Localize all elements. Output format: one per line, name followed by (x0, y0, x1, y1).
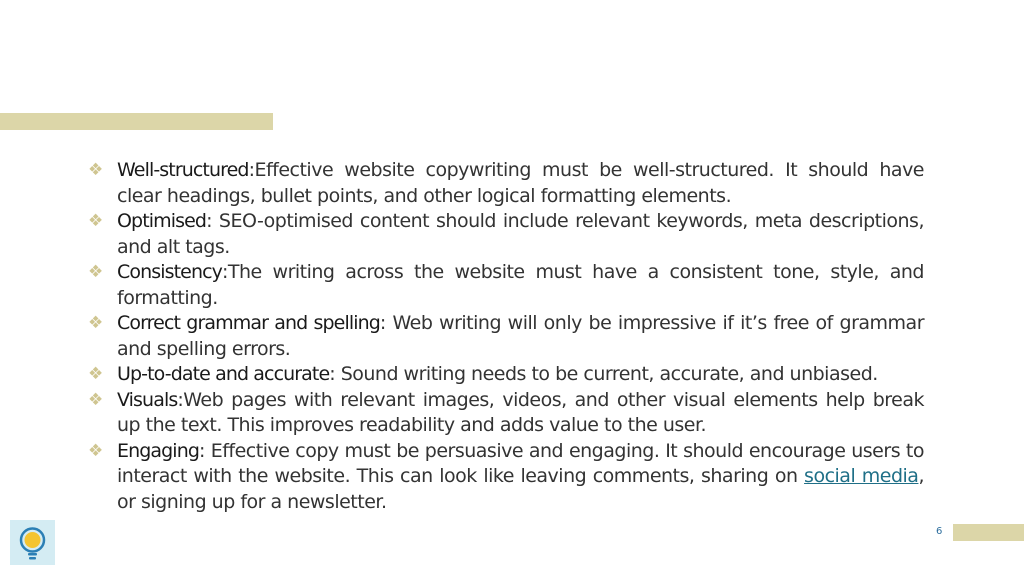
top-accent-bar (0, 113, 273, 130)
item-term: Engaging (117, 439, 199, 462)
item-term: Consistency (117, 261, 222, 283)
diamond-bullet-icon: ❖ (88, 160, 103, 180)
diamond-bullet-icon: ❖ (88, 440, 103, 461)
item-text: :The writing across the website must have a consistent tone, style, and formatting. (117, 261, 924, 309)
item-text-after: , or signing up for a newsletter. (117, 465, 924, 513)
item-text: :Effective website copywriting must be well-structured. It should have clear headings, bullet points, and other logical formatting elements. (117, 159, 924, 207)
item-text: : Effective copy must be persuasive and engaging. It should encourage users to interact with the website. This can look like leaving comments, sharing on (117, 439, 924, 487)
diamond-bullet-icon: ❖ (88, 364, 103, 384)
item-text: : Sound writing needs to be current, accurate, and unbiased. (329, 363, 878, 385)
bullet-list (88, 158, 924, 515)
item-term: Correct grammar and spelling (117, 312, 380, 334)
item-text: : SEO-optimised content should include relevant keywords, meta descriptions, and alt tags. (117, 210, 924, 258)
bottom-accent-bar (953, 524, 1024, 541)
list-item (88, 209, 924, 260)
list-item (88, 311, 924, 362)
diamond-bullet-icon: ❖ (88, 313, 103, 333)
page-number: 6 (936, 526, 943, 537)
diamond-bullet-icon: ❖ (88, 389, 103, 410)
item-term: Optimised (117, 210, 207, 232)
item-term: Well-structured (117, 159, 249, 181)
logo (10, 520, 55, 565)
list-item (88, 362, 924, 388)
diamond-bullet-icon: ❖ (88, 262, 103, 282)
social-media-link[interactable]: social media (804, 465, 919, 487)
item-text: : Web writing will only be impressive if it’s free of grammar and spelling errors. (117, 312, 924, 360)
list-item (88, 260, 924, 311)
item-term: Up-to-date and accurate (117, 363, 330, 385)
list-item (88, 388, 924, 439)
item-text: :Web pages with relevant images, videos, and other visual elements help break up the text. This improves readability and adds value to the user. (117, 388, 924, 436)
diamond-bullet-icon: ❖ (88, 211, 103, 231)
list-item (88, 158, 924, 209)
lightbulb-icon (10, 520, 55, 565)
item-term: Visuals (117, 388, 178, 411)
list-item (88, 439, 924, 516)
